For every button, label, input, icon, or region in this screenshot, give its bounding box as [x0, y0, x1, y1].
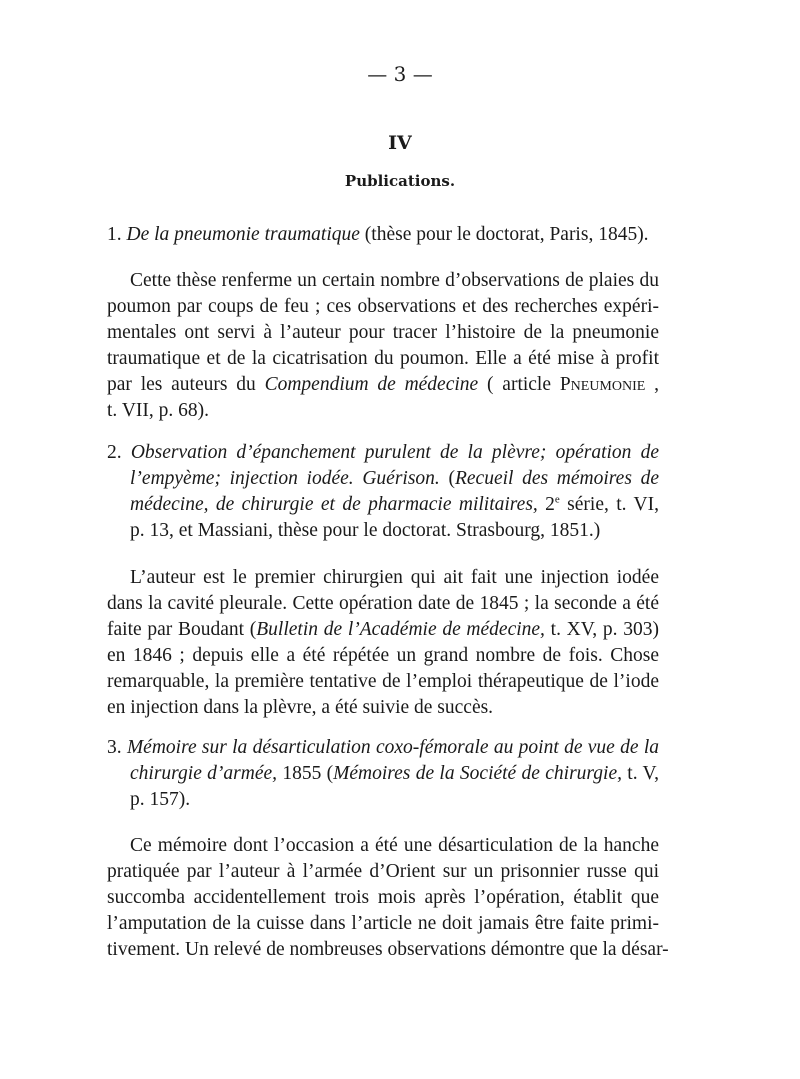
- entry-3-body-line: succomba accidentellement trois mois après l’opération, établit que: [107, 887, 659, 908]
- entry-2-body-line: remarquable, la première tentative de l’emploi thérapeutique de l’iode: [107, 671, 659, 692]
- entry-2-body-line: faite par Boudant (Bulletin de l’Académie de médecine, t. XV, p. 303): [107, 619, 659, 640]
- page-number: — 3 —: [367, 62, 433, 86]
- entry-2-body-line: dans la cavité pleurale. Cette opération date de 1845 ; la seconde a été: [107, 593, 659, 614]
- entry-3-title-line: p. 157).: [130, 789, 191, 810]
- entry-1-title: 1. De la pneumonie traumatique (thèse pour le doctorat, Paris, 1845).: [107, 224, 649, 245]
- entry-1-body-line: poumon par coups de feu ; ces observations et des recherches expéri-: [107, 296, 659, 317]
- entry-1-body-line: mentales ont servi à l’auteur pour tracer l’histoire de la pneumonie: [107, 322, 659, 343]
- entry-3-body-line: l’amputation de la cuisse dans l’article ne doit jamais être faite primi-: [107, 913, 659, 934]
- section-title: Publications.: [344, 172, 456, 190]
- entry-3-body-line: Ce mémoire dont l’occasion a été une désarticulation de la hanche: [130, 835, 659, 856]
- entry-2-body-line: L’auteur est le premier chirurgien qui ait fait une injection iodée: [130, 567, 659, 588]
- entry-3-title-line: chirurgie d’armée, 1855 (Mémoires de la Société de chirurgie, t. V,: [130, 763, 659, 784]
- entry-2-body-line: en injection dans la plèvre, a été suivie de succès.: [107, 697, 494, 718]
- entry-2-title: 2. Observation d’épanchement purulent de la plèvre; opération de: [107, 442, 659, 463]
- entry-3-body-line: tivement. Un relevé de nombreuses observations démontre que la désar-: [107, 939, 669, 960]
- entry-1-body-line: traumatique et de la cicatrisation du poumon. Elle a été mise à profit: [107, 348, 659, 369]
- entry-2-title-line: l’empyème; injection iodée. Guérison. (Recueil des mémoires de: [130, 468, 659, 489]
- entry-1-body-line: t. VII, p. 68).: [107, 400, 210, 421]
- entry-3-title: 3. Mémoire sur la désarticulation coxo-fémorale au point de vue de la: [107, 737, 660, 758]
- entry-1-body-line: Cette thèse renferme un certain nombre d’observations de plaies du: [130, 270, 659, 291]
- entry-2-title-line: p. 13, et Massiani, thèse pour le doctorat. Strasbourg, 1851.): [130, 520, 601, 541]
- entry-3-body-line: pratiquée par l’auteur à l’armée d’Orient sur un prisonnier russe qui: [107, 861, 659, 882]
- entry-2-body-line: en 1846 ; depuis elle a été répétée un grand nombre de fois. Chose: [107, 645, 659, 666]
- entry-2-title-line: médecine, de chirurgie et de pharmacie militaires, 2e série, t. VI,: [130, 493, 659, 515]
- entry-1-body-line: par les auteurs du Compendium de médecine ( article Pneumonie ,: [107, 374, 660, 395]
- section-numeral: IV: [388, 132, 412, 154]
